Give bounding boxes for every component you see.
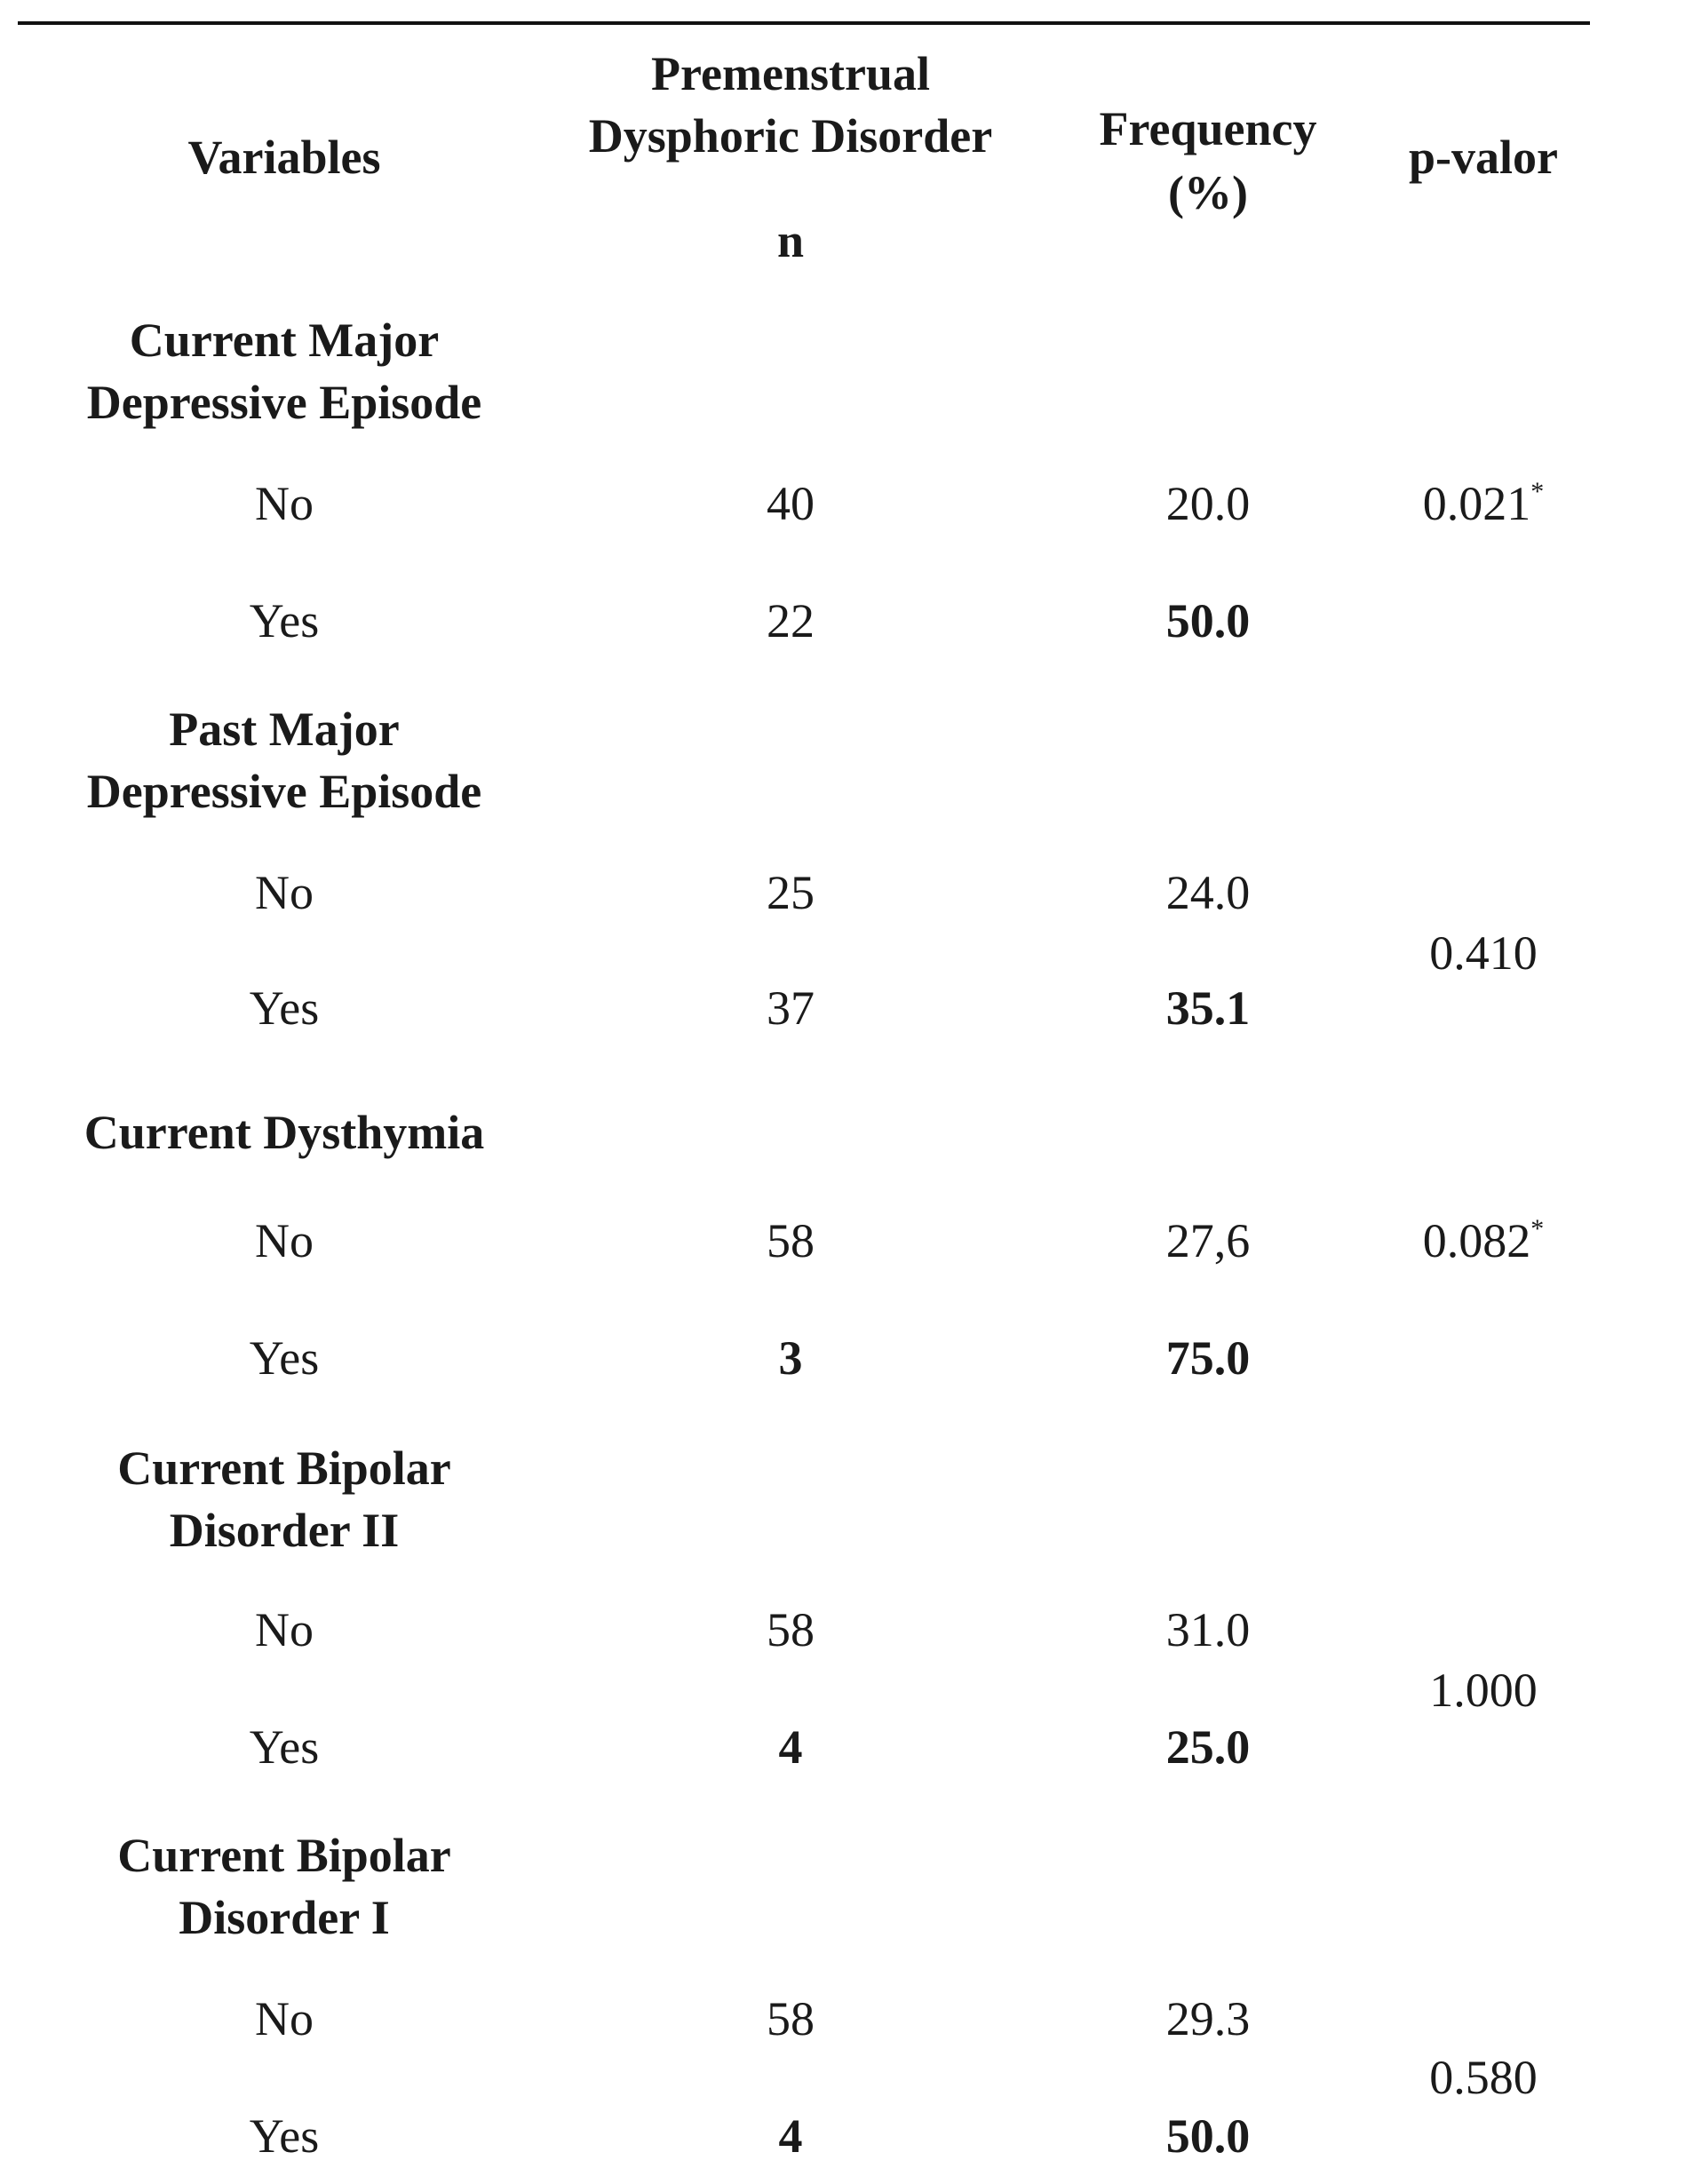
- header-variables: Variables: [187, 131, 381, 184]
- group-label-past-mde: [18, 698, 551, 822]
- cell-n-yes: 3: [778, 1331, 803, 1385]
- row-label-no: No: [255, 1214, 314, 1267]
- cell-pvalue: [1350, 473, 1617, 535]
- header-pmdd-line1: Premenstrual: [651, 47, 930, 100]
- cell-n-yes: 22: [767, 594, 815, 647]
- pvalue-text: 1.000: [1429, 1664, 1538, 1717]
- significance-mark: *: [1530, 477, 1545, 506]
- group-label-line1: Current Dysthymia: [83, 1106, 485, 1159]
- pvalue-text: 0.410: [1429, 926, 1538, 980]
- header-pvalue: p-valor: [1409, 131, 1558, 184]
- row-label-yes: Yes: [249, 981, 320, 1035]
- header-frequency-line1: Frequency: [1099, 102, 1317, 155]
- cell-freq-yes: 50.0: [1165, 594, 1251, 647]
- table-top-rule: [18, 21, 1590, 25]
- cell-freq-yes: 25.0: [1165, 1720, 1251, 1774]
- row-label-no: No: [255, 866, 314, 919]
- cell-n-no: 25: [767, 866, 815, 919]
- cell-pvalue: [1350, 1210, 1617, 1272]
- group-label-line2: Disorder I: [179, 1891, 390, 1944]
- group-label-line1: Current Major: [129, 314, 440, 367]
- pvalue-text: 0.021: [1422, 477, 1531, 530]
- cell-freq-no: 20.0: [1165, 477, 1251, 530]
- header-frequency-line2: (%): [1168, 166, 1248, 219]
- group-label-line1: Current Bipolar: [117, 1441, 451, 1495]
- cell-n-yes: 4: [778, 1720, 803, 1774]
- group-label-line2: Depressive Episode: [86, 765, 482, 818]
- row-label-no: No: [255, 1603, 314, 1656]
- row-label-yes: Yes: [249, 1331, 320, 1385]
- row-label-yes: Yes: [249, 1720, 320, 1774]
- cell-freq-yes: 50.0: [1165, 2109, 1251, 2163]
- cell-pvalue: [1350, 1659, 1617, 1721]
- cell-n-yes: 37: [767, 981, 815, 1035]
- group-label-line1: Current Bipolar: [117, 1829, 451, 1882]
- header-pmdd-line2: Dysphoric Disorder: [588, 109, 993, 163]
- row-label-no: No: [255, 1992, 314, 2045]
- group-label-line2: Disorder II: [169, 1504, 400, 1557]
- group-label-line1: Past Major: [169, 703, 400, 756]
- header-pmdd-n: n: [776, 214, 805, 267]
- group-label-current-mde: [18, 309, 551, 433]
- group-label-bipolar-ii: [18, 1437, 551, 1561]
- cell-n-no: 58: [767, 1214, 815, 1267]
- row-label-no: No: [255, 477, 314, 530]
- cell-n-no: 58: [767, 1992, 815, 2045]
- cell-freq-no: 27,6: [1165, 1214, 1251, 1267]
- cell-freq-no: 24.0: [1165, 866, 1251, 919]
- pvalue-text: 0.082: [1422, 1214, 1531, 1267]
- pvalue-text: 0.580: [1429, 2051, 1538, 2104]
- group-label-current-dysthymia: [18, 1101, 551, 1163]
- significance-mark: *: [1530, 1214, 1545, 1243]
- group-label-bipolar-i: [18, 1824, 551, 1949]
- group-label-line2: Depressive Episode: [86, 376, 482, 429]
- cell-pvalue: [1350, 2046, 1617, 2109]
- cell-n-yes: 4: [778, 2109, 803, 2163]
- cell-n-no: 40: [767, 477, 815, 530]
- cell-pvalue: [1350, 922, 1617, 984]
- row-label-yes: Yes: [249, 2109, 320, 2163]
- cell-freq-no: 29.3: [1165, 1992, 1251, 2045]
- cell-freq-no: 31.0: [1165, 1603, 1251, 1656]
- cell-freq-yes: 75.0: [1165, 1331, 1251, 1385]
- cell-n-no: 58: [767, 1603, 815, 1656]
- cell-freq-yes: 35.1: [1165, 981, 1251, 1035]
- row-label-yes: Yes: [249, 594, 320, 647]
